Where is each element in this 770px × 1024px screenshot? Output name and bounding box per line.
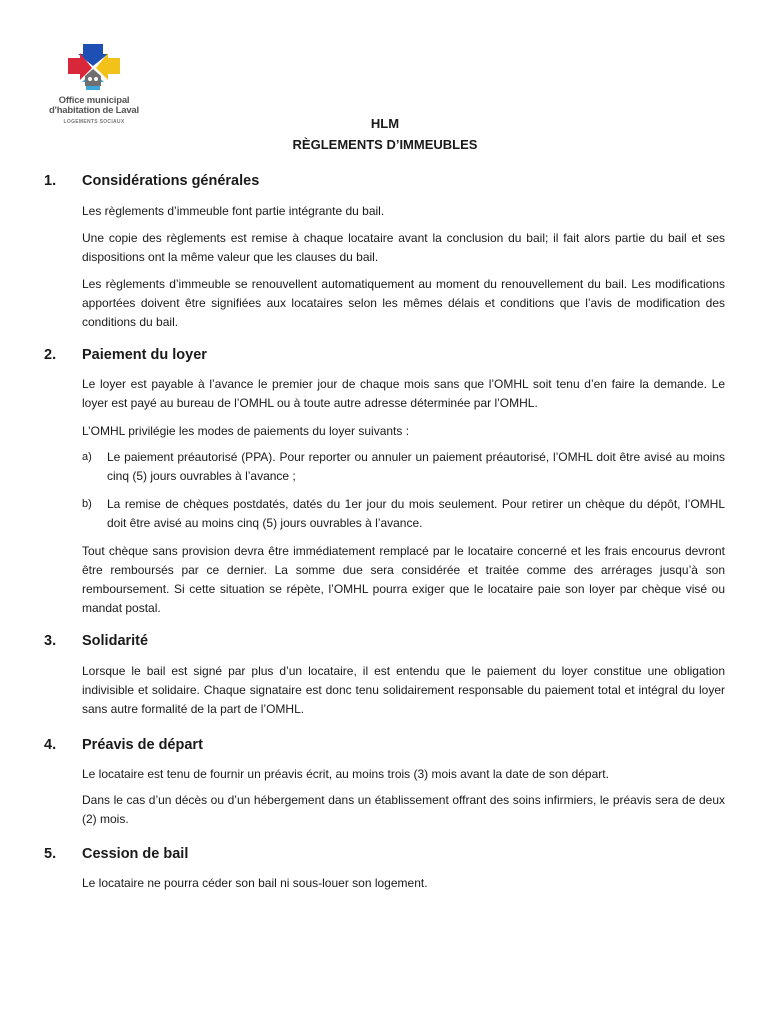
section-5-title: Cession de bail xyxy=(82,846,189,862)
list-text: La remise de chèques postdatés, datés du 1er jour du mois seulement. Pour retirer un chèque du dépôt, l’OMHL doit être avisé au moins cinq (5) jours ouvrables à l’avance. xyxy=(107,497,725,530)
list-marker: a) xyxy=(82,451,92,463)
logo-line-2: d'habitation de Laval xyxy=(49,105,139,116)
section-1-paragraph-2: Une copie des règlements est remise à chaque locataire avant la conclusion du bail; il fait alors partie du bail et ses dispositions ont la même valeur que les clauses du bail. xyxy=(82,231,725,264)
logo-line-1: Office municipal xyxy=(58,95,130,106)
section-3-number: 3. xyxy=(44,633,57,649)
section-1-paragraph-3: Les règlements d’immeuble se renouvellent automatiquement au moment du renouvellement du bail. Les modifications apportées doivent être signifiées aux locataires selon les mêmes délais et conditions que l’avis de modification des conditions du bail. xyxy=(82,277,725,329)
logo-person-1 xyxy=(88,77,92,81)
section-3-title: Solidarité xyxy=(82,633,149,649)
logo-line-3: LOGEMENTS SOCIAUX xyxy=(63,119,125,125)
logo-person-2 xyxy=(94,77,98,81)
section-2-paragraph-3: Tout chèque sans provision devra être immédiatement remplacé par le locataire concerné et les frais encourus devront être remboursés par ce dernier. La somme due sera considérée et traitée comme des arrérages jusqu’à son remboursement. Si cette situation se répète, l’OMHL pourra exiger que le locataire paie son loyer par chèque visé ou mandat postal. xyxy=(82,544,725,615)
section-4-title: Préavis de départ xyxy=(82,737,203,753)
omhl-logo-icon xyxy=(66,42,122,92)
section-5-number: 5. xyxy=(44,846,57,862)
section-1-title: Considérations générales xyxy=(82,173,260,189)
document-title-line-1: HLM xyxy=(370,116,400,131)
section-1-paragraph-1: Les règlements d’immeuble font partie intégrante du bail. xyxy=(82,204,385,218)
section-5-paragraph-1: Le locataire ne pourra céder son bail ni sous-louer son logement. xyxy=(82,876,428,890)
section-3-paragraph-1: Lorsque le bail est signé par plus d’un locataire, il est entendu que le paiement du loyer constitue une obligation indivisible et solidaire. Chaque signataire est donc tenu solidairement responsable du paiement total et intégral du loyer sans autre formalité de la part de l’OMHL. xyxy=(82,664,725,716)
document-title-line-2: RÈGLEMENTS D’IMMEUBLES xyxy=(292,137,478,152)
section-2-paragraph-1: Le loyer est payable à l’avance le premier jour de chaque mois sans que l’OMHL soit tenu d’en faire la demande. Le loyer est payé au bureau de l’OMHL ou à toute autre adresse déterminée par l’OMHL. xyxy=(82,377,725,410)
section-2-title: Paiement du loyer xyxy=(82,347,207,363)
section-4-paragraph-1: Le locataire est tenu de fournir un préavis écrit, au moins trois (3) mois avant la date de son départ. xyxy=(82,767,609,781)
section-4-number: 4. xyxy=(44,737,57,753)
list-text: Le paiement préautorisé (PPA). Pour reporter ou annuler un paiement préautorisé, l’OMHL doit être avisé au moins cinq (5) jours ouvrables à l’avance ; xyxy=(107,450,725,483)
list-marker: b) xyxy=(82,498,92,510)
section-2-number: 2. xyxy=(44,347,57,363)
section-2-paragraph-2: L’OMHL privilégie les modes de paiements du loyer suivants : xyxy=(82,424,410,438)
section-1-number: 1. xyxy=(44,173,57,189)
section-4-paragraph-2: Dans le cas d’un décès ou d’un hébergement dans un établissement offrant des soins infirmiers, le préavis sera de deux (2) mois. xyxy=(82,793,725,826)
